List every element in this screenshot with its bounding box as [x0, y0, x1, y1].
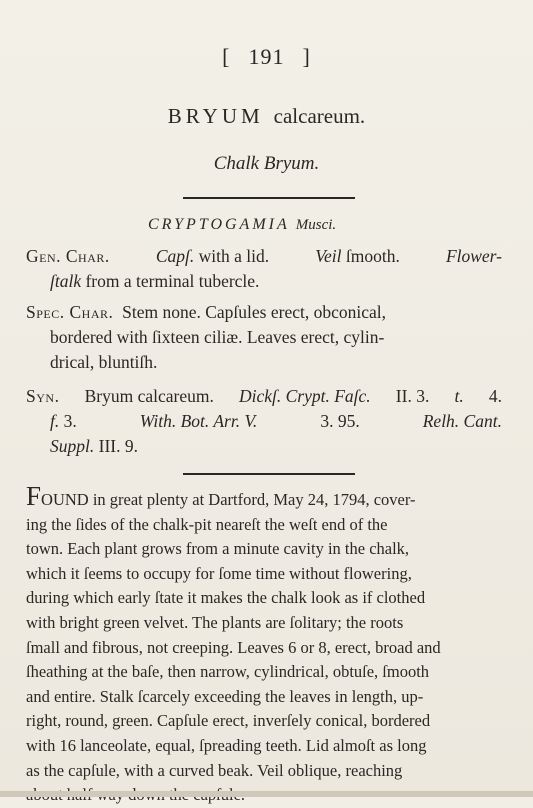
syn-text: Suppl. [50, 436, 95, 456]
body-line: ſmall and fibrous, not creeping. Leaves 6 or 8, erect, broad and [26, 637, 441, 657]
body-line: during which early ſtate it makes the chalk look as if clothed [26, 588, 426, 608]
common-name: Chalk Bryum. [213, 153, 320, 174]
divider-rule-bottom [183, 473, 355, 475]
species-title [0, 104, 533, 129]
body-line: which it ſeems to occupy for ſome time without flowering, [26, 563, 412, 583]
gen-char-text: with a lid. [198, 246, 270, 266]
syn-text: II. 3. [395, 386, 430, 406]
syn-line-3 [26, 434, 502, 459]
syn-line-2 [26, 409, 502, 434]
syn-text: 3. [63, 411, 77, 431]
body-line: ing the ſides of the chalk-pit neareſt the weſt end of the [26, 514, 388, 534]
drop-cap: F [26, 481, 42, 511]
body-line-text: OUND in great plenty at Dartford, May 24, 1794, cover- [41, 490, 416, 509]
open-bracket: [ [222, 44, 231, 69]
spec-char-text: Stem none. Capſules erect, obconical, [122, 302, 387, 322]
spec-char-line-2: bordered with ſixteen ciliæ. Leaves erect, cylin- [50, 327, 385, 347]
gen-char-text: Flower- [445, 246, 502, 266]
syn-label: Syn. [26, 386, 60, 406]
gen-char-label: Gen. Char. [26, 246, 110, 266]
syn-text: 3. 95. [320, 411, 360, 431]
gen-char-text: ſmooth. [345, 246, 400, 266]
syn-text: Bryum calcareum. [84, 386, 214, 406]
body-line: with bright green velvet. The plants are ſolitary; the roots [26, 612, 404, 632]
syn-text: III. 9. [98, 436, 138, 456]
class-name: CRYPTOGAMIA [148, 216, 290, 233]
body-line: right, round, green. Capſule erect, inverſely conical, bordered [26, 711, 431, 731]
syn-text: With. Bot. Arr. V. [139, 411, 258, 431]
page-bottom-edge [0, 791, 533, 797]
spec-char-line-3: drical, bluntiſh. [50, 352, 158, 372]
close-bracket: ] [302, 44, 311, 69]
body-line: with 16 lanceolate, equal, ſpreading teeth. Lid almoſt as long [26, 735, 427, 755]
syn-text: Relh. Cant. [422, 411, 502, 431]
body-line: as the capſule, with a curved beak. Veil oblique, reaching [26, 760, 403, 780]
genus-name: BRYUM [167, 104, 264, 128]
syn-line-1 [26, 384, 502, 409]
synonyms [26, 384, 502, 459]
gen-char-line-2 [26, 269, 502, 294]
gen-char-text: Capſ. [155, 246, 195, 266]
gen-char-text: Veil [315, 246, 342, 266]
body-line: town. Each plant grows from a minute cavity in the chalk, [26, 539, 410, 559]
body-line: ſheathing at the baſe, then narrow, cylindrical, obtuſe, ſmooth [26, 662, 430, 682]
divider-rule-top [183, 197, 355, 199]
gen-char-text: ſtalk [50, 271, 82, 291]
syn-text: 4. [488, 386, 502, 406]
species-name: calcareum. [273, 104, 366, 128]
spec-char-label: Spec. Char. [26, 302, 114, 322]
specific-character [26, 300, 502, 375]
gen-char-text: from a terminal tubercle. [85, 271, 260, 291]
page-number [0, 44, 533, 70]
syn-text: f. [50, 411, 60, 431]
classification [148, 216, 336, 234]
order-name: Musci. [295, 217, 337, 233]
spec-char-line-1 [26, 300, 502, 325]
body-line [26, 481, 500, 513]
page-number-value: 191 [248, 44, 285, 69]
description-paragraph [26, 481, 500, 808]
gen-char-line-1 [26, 244, 502, 269]
body-line: and entire. Stalk ſcarcely exceeding the leaves in length, up- [26, 686, 424, 706]
generic-character [26, 244, 502, 294]
syn-text: Dickſ. Crypt. Faſc. [238, 386, 371, 406]
syn-text: t. [454, 386, 464, 406]
